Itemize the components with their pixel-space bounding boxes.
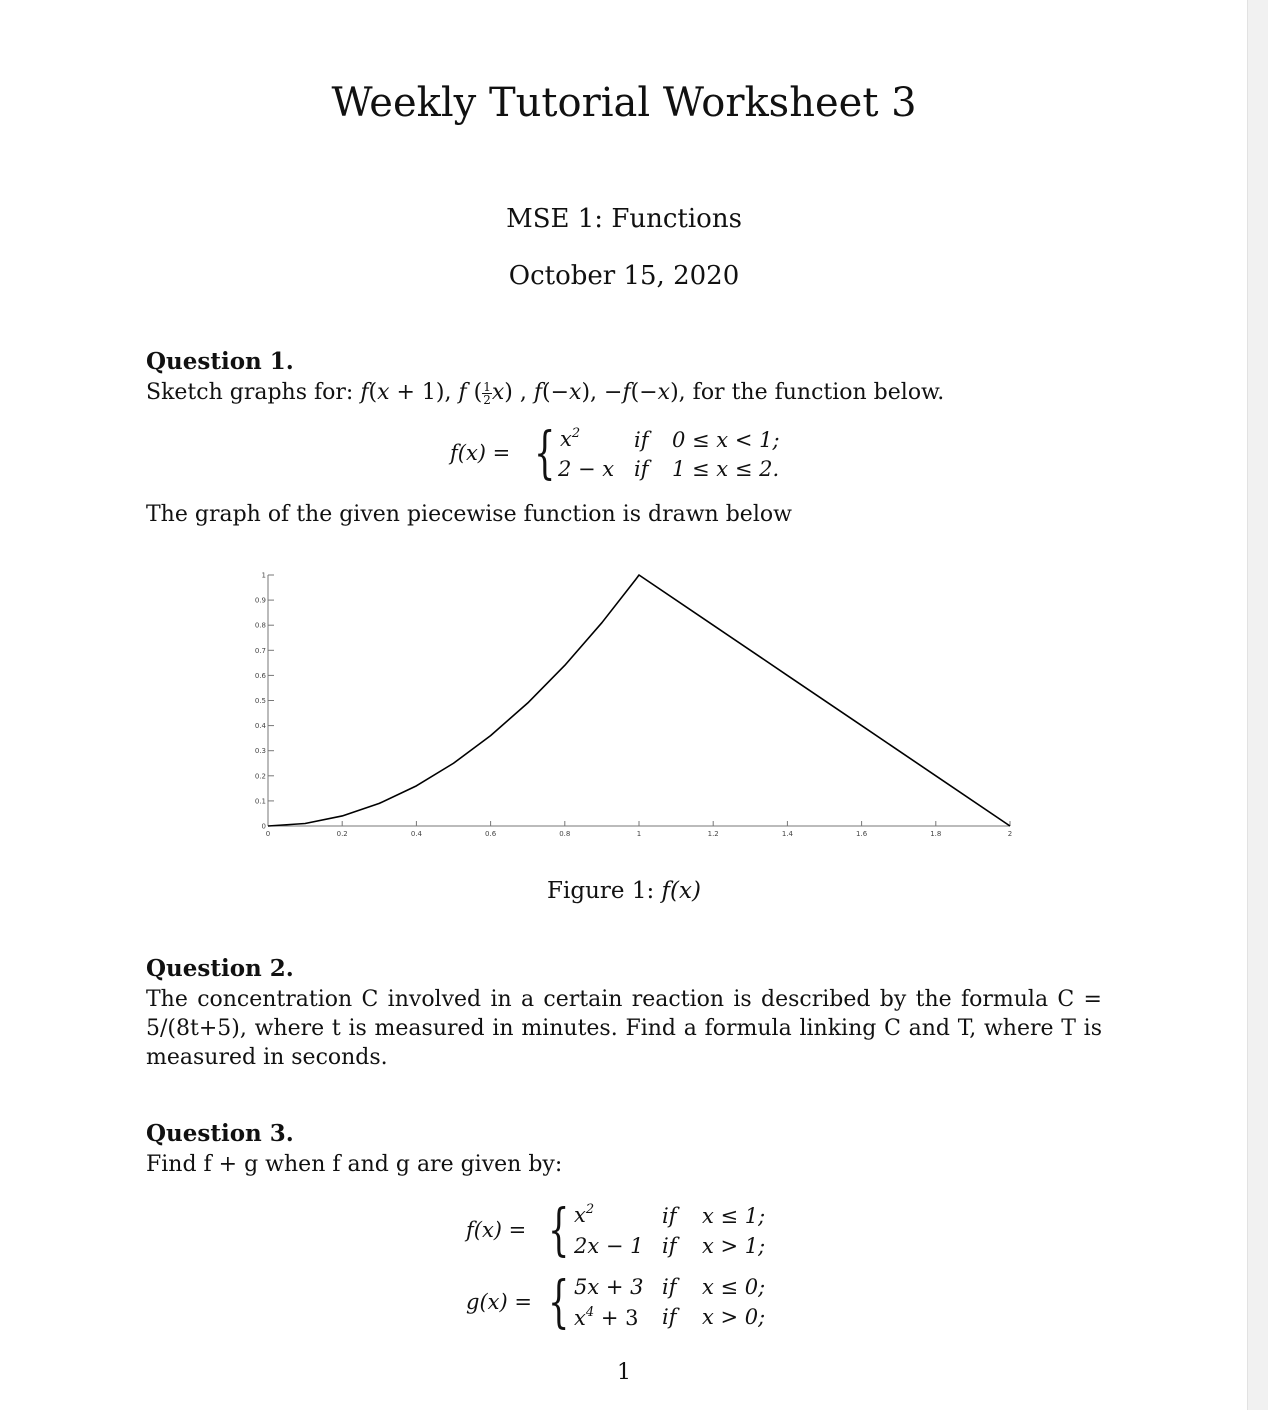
q3-g-piece1-cond: x ≤ 0; xyxy=(702,1275,766,1299)
q1-transform-list: f xyxy=(360,380,369,405)
caption-math: f(x) xyxy=(661,878,701,904)
q2-heading: Question 2. xyxy=(146,955,294,982)
q1-prompt-start: Sketch graphs for: xyxy=(146,380,354,405)
x-tick-label: 0.8 xyxy=(559,830,571,838)
function-plot xyxy=(230,560,1030,850)
q3-if-2: if xyxy=(662,1234,677,1258)
q1-graph-intro: The graph of the given piecewise function is drawn below xyxy=(146,502,792,527)
q3-f-piece2-cond: x > 1; xyxy=(702,1234,766,1258)
caption-label: Figure 1: xyxy=(547,878,655,904)
q1-piece1-cond: 0 ≤ x < 1; xyxy=(672,428,780,452)
q1-piecewise-equation xyxy=(450,421,790,488)
x-tick-label: 0.6 xyxy=(485,830,497,838)
q1-piece2-cond: 1 ≤ x ≤ 2. xyxy=(672,457,780,481)
y-tick-label: 0.4 xyxy=(254,722,266,731)
document-date: October 15, 2020 xyxy=(508,261,740,291)
course-subtitle: MSE 1: Functions xyxy=(506,204,742,234)
q1-func-lhs: f(x) = xyxy=(450,441,511,465)
y-tick-label: 0.3 xyxy=(254,747,266,756)
x-tick-label: 1.2 xyxy=(707,830,719,838)
x-tick-label: 0.4 xyxy=(410,830,422,838)
q3-g-piece2-cond: x > 0; xyxy=(702,1305,766,1329)
y-tick-label: 0.9 xyxy=(254,596,266,605)
plot-axes xyxy=(268,575,1010,826)
y-tick-label: 0.8 xyxy=(254,621,266,630)
y-tick-label: 1 xyxy=(261,571,266,580)
q3-f-piece2-expr: 2x − 1 xyxy=(574,1234,644,1258)
x-tick-label: 1.6 xyxy=(856,830,868,838)
y-tick-label: 0.1 xyxy=(254,797,266,806)
q1-prompt: Sketch graphs for: f(x + 1), f ( $\frac{1}{2}$ x) , f(−x), −f(−x), for the function below. xyxy=(146,379,945,407)
x-tick-label: 1 xyxy=(636,830,642,838)
q1-heading: Question 1. xyxy=(146,348,294,375)
scrollbar-track[interactable] xyxy=(1247,0,1268,1410)
x-tick-label: 0.2 xyxy=(336,830,348,838)
q3-f-piece1-cond: x ≤ 1; xyxy=(702,1204,766,1228)
q3-if-1: if xyxy=(662,1204,677,1228)
q3-g-lhs: g(x) = xyxy=(466,1290,532,1314)
plot-ticks xyxy=(255,572,1012,839)
q3-if-3: if xyxy=(662,1275,677,1299)
q3-if-4: if xyxy=(662,1305,677,1329)
q3-f-piece1-expr: $x^2$ xyxy=(574,1202,595,1227)
q1-if-2: if xyxy=(634,457,649,481)
q3-f-lhs: f(x) = xyxy=(466,1218,527,1242)
q3-g-piece2-expr: $x^4 + 3$ xyxy=(574,1305,639,1330)
x-tick-label: 0 xyxy=(265,830,271,838)
q3-prompt: Find f + g when f and g are given by: xyxy=(146,1152,563,1177)
left-brace: { xyxy=(548,1270,570,1335)
figure-caption xyxy=(0,878,1248,904)
q3-g-equation xyxy=(466,1272,786,1336)
x-tick-label: 1.8 xyxy=(930,830,942,838)
y-tick-label: 0.5 xyxy=(254,697,266,705)
q3-g-piece1-expr: 5x + 3 xyxy=(574,1275,644,1299)
y-tick-label: 0.6 xyxy=(254,671,266,680)
y-tick-label: 0.2 xyxy=(254,772,266,781)
plot-series xyxy=(268,575,1010,826)
x-tick-label: 2 xyxy=(1007,830,1013,838)
page-number: 1 xyxy=(617,1360,631,1385)
q3-f-equation xyxy=(466,1200,786,1264)
q1-piece2-expr: 2 − x xyxy=(558,457,615,481)
left-brace: { xyxy=(548,1198,570,1263)
q1-prompt-end: for the function below. xyxy=(692,380,945,405)
page-title: Weekly Tutorial Worksheet 3 xyxy=(331,80,917,126)
q1-piece1-expr: $x^2$ xyxy=(560,426,581,451)
x-tick-label: 1.4 xyxy=(781,830,793,838)
y-tick-label: 0.7 xyxy=(254,646,266,655)
q2-text: The concentration C involved in a certain reaction is described by the formula C = 5/(8t+5), where t is measured in minutes. Find a formula linking C and T, where T is measured in seconds. xyxy=(146,987,1102,1070)
y-tick-label: 0 xyxy=(261,822,266,831)
half-fraction: $\frac{1}{2}$ xyxy=(483,379,491,407)
series-line-f xyxy=(268,575,1010,826)
q3-heading: Question 3. xyxy=(146,1120,294,1147)
left-brace: { xyxy=(534,421,556,486)
q1-if-1: if xyxy=(634,428,649,452)
